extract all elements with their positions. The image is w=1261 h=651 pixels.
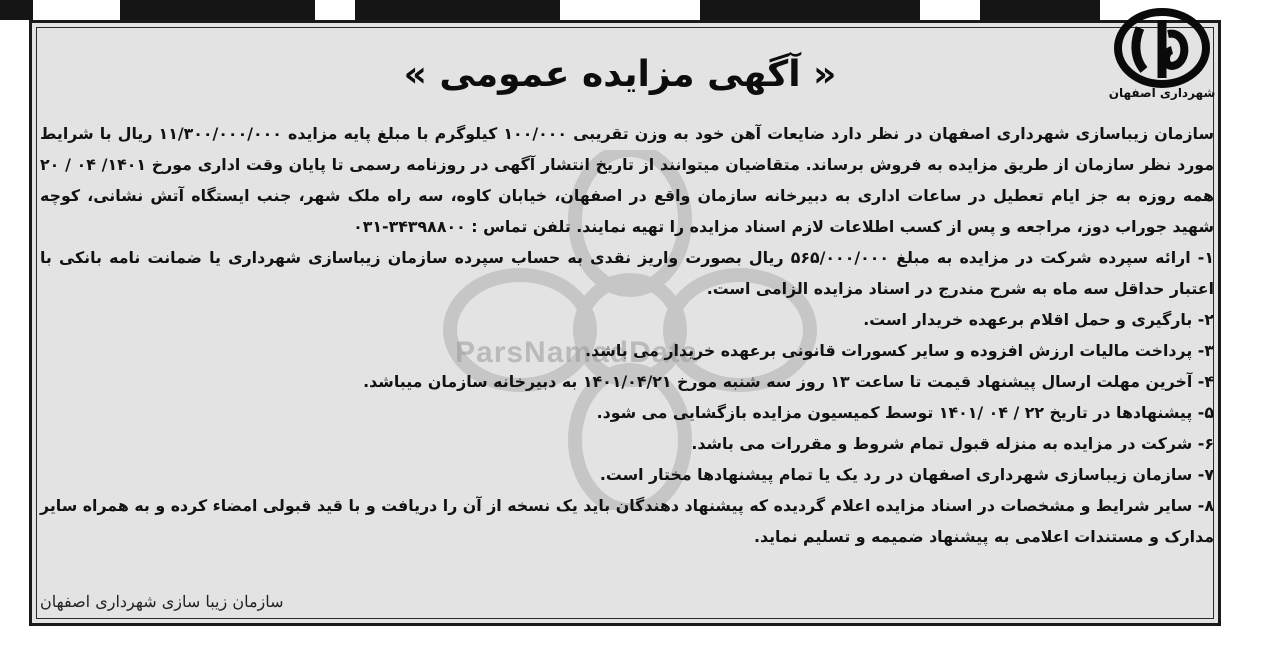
- condition-item: ۴- آخرین مهلت ارسال پیشنهاد قیمت تا ساعت ۱۳ روز سه شنبه مورخ ۱۴۰۱/۰۴/۲۱ به دبیرخانه سازمان میباشد.: [363, 372, 1214, 391]
- notice-body: [40, 118, 1214, 552]
- condition-item: ۲- بارگیری و حمل اقلام برعهده خریدار است.: [863, 310, 1214, 329]
- page-bottom-margin: [0, 626, 1261, 651]
- watermark-text: ParsNamadData: [455, 336, 699, 369]
- top-edge-block: [0, 0, 33, 20]
- intro-paragraph: سازمان زیباسازی شهرداری اصفهان در نظر دارد ضایعات آهن خود به وزن تقریبی ۱۰۰/۰۰۰ کیلوگرم با مبلغ پایه مزایده ۱۱/۳۰۰/۰۰۰/۰۰۰ ریال با شرایط مورد نظر سازمان از طریق مزایده به فروش برساند. متقاضیان میتوانند از تاریخ انتشار آگهی در روزنامه رسمی تا پایان وقت اداری مورخ ۱۴۰۱/ ۰۴ / ۲۰ همه روزه به جز ایام تعطیل در ساعات اداری به دبیرخانه سازمان واقع در اصفهان، خیابان کاوه، سه راه ملک شهر، جنب ایستگاه آتش نشانی، کوچه شهید جوراب دوز، مراجعه و پس از کسب اطلاعات لازم اسناد مزایده را تهیه نمایند. تلفن تماس : ۳۴۳۹۸۸۰۰-۰۳۱: [40, 124, 1215, 236]
- top-edge-block: [700, 0, 920, 20]
- condition-item: ۶- شرکت در مزایده به منزله قبول تمام شروط و مقررات می باشد.: [691, 434, 1214, 453]
- condition-item: ۸- سایر شرایط و مشخصات در اسناد مزایده اعلام گردیده که پیشنهاد دهندگان باید یک نسخه از آن را دریافت و با قید قبولی امضاء کرده و به همراه سایر مدارک و مستندات اعلامی به پیشنهاد ضمیمه و تسلیم نماید.: [40, 496, 1214, 546]
- notice-title: « آگهی مزایده عمومی »: [403, 54, 837, 95]
- top-edge-block: [120, 0, 315, 20]
- logo-caption: شهرداری اصفهان: [1108, 86, 1216, 100]
- condition-item: ۷- سازمان زیباسازی شهرداری اصفهان در رد یک یا تمام پیشنهادها مختار است.: [599, 465, 1214, 484]
- top-edge-block: [355, 0, 560, 20]
- condition-item: ۳- پرداخت مالیات ارزش افزوده و سایر کسورات قانونی برعهده خریدار می باشد.: [585, 341, 1214, 360]
- signature-text: سازمان زیبا سازی شهرداری اصفهان: [40, 592, 284, 611]
- top-edge-block: [980, 0, 1100, 20]
- top-strip: [0, 0, 1261, 20]
- condition-item: ۵- پیشنهادها در تاریخ ۲۲ / ۰۴ /۱۴۰۱ توسط کمیسیون مزایده بازگشایی می شود.: [596, 403, 1214, 422]
- condition-item: ۱- ارائه سپرده شرکت در مزایده به مبلغ ۵۶۵/۰۰۰/۰۰۰ ریال بصورت واریز نقدی به حساب سپرده سازمان زیباسازی شهرداری یا ضمانت نامه بانکی با اعتبار حداقل سه ماه به شرح مندرج در اسناد مزایده الزامی است.: [40, 248, 1214, 298]
